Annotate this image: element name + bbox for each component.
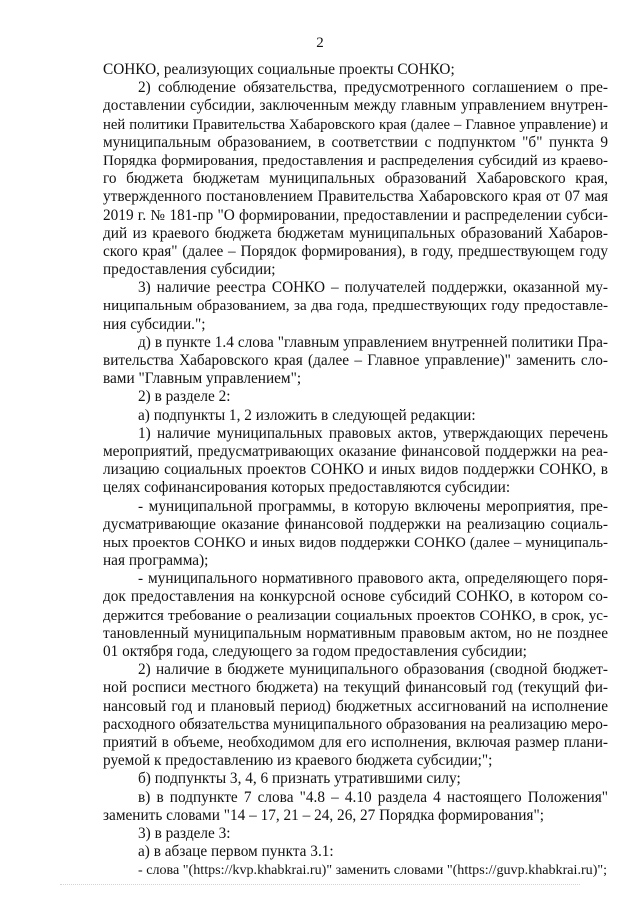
text-line: в) в подпункте 7 слова "4.8 – 4.10 раздела 4 настоящего Положения": [138, 788, 608, 806]
text-line: 2019 г. № 181-пр "О формировании, предоставлении и распределении субси-: [103, 206, 608, 224]
footer-rule: [60, 884, 580, 885]
text-line: 2) соблюдение обязательства, предусмотренного соглашением о пре-: [138, 79, 608, 97]
text-line: ского края" (далее – Порядок формирования), в году, предшествующем году: [103, 242, 608, 260]
document-body: [103, 61, 608, 879]
text-line: ных проектов СОНКО и иных видов поддержки СОНКО (далее – муниципаль-: [103, 534, 608, 551]
text-line: мероприятий, предусматривающих оказание финансовой поддержки на реа-: [103, 442, 608, 460]
text-line: а) подпункты 1, 2 изложить в следующей редакции:: [138, 406, 476, 424]
text-line: Порядка формирования, предоставления и распределения субсидий из краево-: [103, 152, 608, 169]
text-line: го бюджета бюджетам муниципальных образований Хабаровского края,: [103, 170, 608, 188]
text-line: - слова "(https://kvp.khabkrai.ru)" заменить словами "(https://guvp.khabkrai.ru)";: [138, 862, 608, 879]
text-line: 01 октября года, следующего за годом предоставления субсидии;: [103, 643, 527, 660]
text-line: ния субсидии.";: [103, 315, 206, 333]
page-number: 2: [316, 35, 324, 51]
text-line: 2) наличие в бюджете муниципального образования (сводной бюджет-: [138, 661, 608, 679]
text-line: д) в пункте 1.4 слова "главным управлением внутренней политики Пра-: [138, 333, 608, 351]
text-line: нансовый год и плановый период) бюджетных ассигнований на исполнение: [103, 697, 608, 715]
text-line: заменить словами "14 – 17, 21 – 24, 26, 27 Порядка формирования";: [103, 806, 544, 824]
text-line: целях софинансирования которых предоставляются субсидии:: [103, 479, 511, 497]
text-line: а) в абзаце первом пункта 3.1:: [138, 843, 334, 861]
text-line: СОНКО, реализующих социальные проекты СОНКО;: [103, 61, 455, 78]
text-line: 1) наличие муниципальных правовых актов, утверждающих перечень: [138, 424, 608, 442]
text-line: дусматривающие оказание финансовой поддержки на реализацию социаль-: [103, 515, 608, 533]
text-line: держится требование о реализации социальных проектов СОНКО, в срок, ус-: [103, 607, 608, 624]
text-line: ной росписи местного бюджета) на текущий финансовый год (текущий фи-: [103, 679, 608, 697]
text-line: вами "Главным управлением";: [103, 370, 302, 388]
text-line: б) подпункты 3, 4, 6 признать утратившими силу;: [138, 770, 461, 788]
text-line: вительства Хабаровского края (далее – Главное управление)" заменить сло-: [103, 352, 608, 369]
text-line: муниципальным образованием, в соответствии с подпунктом "б" пункта 9: [103, 133, 608, 151]
text-line: док предоставления на конкурсной основе субсидий СОНКО, в котором со-: [103, 588, 608, 606]
text-line: - муниципальной программы, в которую включены мероприятия, пре-: [138, 497, 608, 515]
text-line: ная программа);: [103, 552, 209, 570]
text-line: 3) в разделе 3:: [138, 824, 231, 842]
text-line: расходного обязательства муниципального образования на реализацию меро-: [103, 715, 608, 733]
text-line: ней политики Правительства Хабаровского края (далее – Главное управление) и: [103, 116, 608, 133]
text-line: руемой к предоставлению из краевого бюджета субсидии;";: [103, 752, 493, 770]
text-line: доставлении субсидии, заключенным между главным управлением внутрен-: [103, 97, 608, 115]
text-line: приятий в объеме, необходимом для его исполнения, включая размер плани-: [103, 733, 608, 751]
text-line: лизацию социальных проектов СОНКО и иных видов поддержки СОНКО, в: [103, 461, 608, 479]
text-line: 3) наличие реестра СОНКО – получателей поддержки, оказанной му-: [138, 279, 608, 297]
text-line: дий из краевого бюджета бюджетам муниципальных образований Хабаров-: [103, 224, 608, 242]
text-line: тановленный муниципальным нормативным правовым актом, но не позднее: [103, 624, 608, 642]
text-line: предоставления субсидии;: [103, 261, 276, 279]
text-line: 2) в разделе 2:: [138, 388, 231, 406]
text-line: - муниципального нормативного правового акта, определяющего поря-: [138, 570, 608, 588]
text-line: ниципальным образованием, за два года, предшествующих году предоставле-: [103, 298, 608, 315]
text-line: утвержденного постановлением Правительства Хабаровского края от 07 мая: [103, 188, 608, 206]
